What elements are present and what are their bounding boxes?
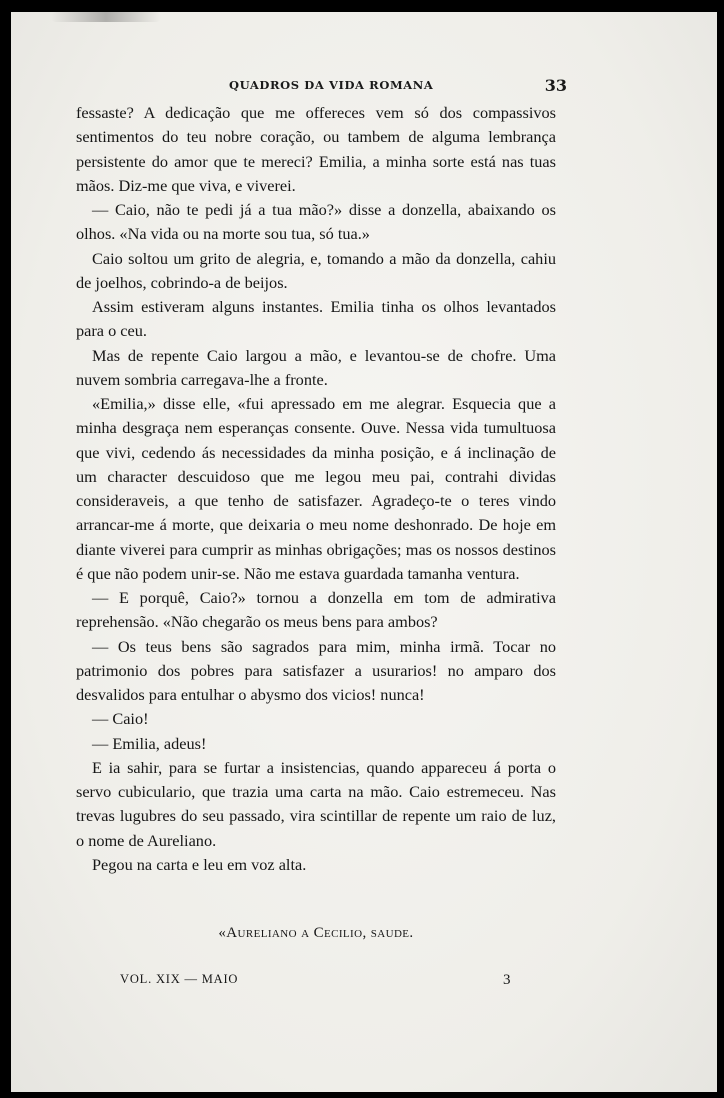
paragraph: — Caio! — [92, 709, 149, 729]
paragraph: E ia sahir, para se furtar a insistencias, quando appareceu á porta o servo cubiculario, que trazia uma carta na mão. Caio estremeceu. Nas trevas lugubres do seu passado, vira scintillar de repente um raio de luz, o nome de Aureliano. — [76, 757, 556, 850]
paragraph: Assim estiveram alguns instantes. Emilia tinha os olhos levantados para o ceu. — [76, 297, 556, 341]
paragraph: — Emilia, adeus! — [92, 733, 207, 753]
volume-label: VOL. XIX — MAIO — [120, 972, 239, 986]
paragraph: «Emilia,» disse elle, «fui apressado em me alegrar. Esquecia que a minha desgraça nem esperanças consente. Ouve. Nessa vida tumultuosa que vivi, cedendo ás necessidades da minha posição, e á inclinação de um character descuidoso que me legou meu pai, contrahi dividas consideraveis, a que tenho de satisfazer. Agradeço-te o teres vindo arrancar-me á morte, que deixaria o meu nome deshonrado. De hoje em diante viverei para cumprir as minhas obrigações; mas os nossos destinos é que não podem unir-se. Não me estava guardada tamanha ventura. — [76, 394, 556, 583]
paragraph: Caio soltou um grito de alegria, e, tomando a mão da donzella, cahiu de joelhos, cobrindo-a de beijos. — [76, 248, 556, 292]
paragraph: fessaste? A dedicação que me offereces vem só dos compassivos sentimentos do teu nobre coração, ou tambem de alguma lembrança persistente do amor que te mereci? Emilia, a minha sorte está nas tuas mãos. Diz-me que viva, e viverei. — [76, 103, 556, 195]
paragraph: — Caio, não te pedi já a tua mão?» disse a donzella, abaixando os olhos. «Na vida ou na morte sou tua, só tua.» — [76, 200, 556, 244]
paragraph: Pegou na carta e leu em voz alta. — [92, 854, 307, 874]
scan-smudge — [51, 12, 161, 22]
body-text — [76, 101, 556, 877]
page-number: 33 — [544, 76, 567, 95]
paragraph: — E porquê, Caio?» tornou a donzella em tom de admirativa reprehensão. «Não chegarão os meus bens para ambos? — [76, 588, 556, 632]
paragraph: — Os teus bens são sagrados para mim, minha irmã. Tocar no patrimonio dos pobres para satisfazer a usurarios! no amparo dos desvalidos para entulhar o abysmo dos vicios! nunca! — [76, 636, 556, 704]
signature-mark: 3 — [503, 972, 511, 988]
running-title: QUADROS DA VIDA ROMANA — [229, 78, 434, 92]
paragraph: Mas de repente Caio largou a mão, e levantou-se de chofre. Uma nuvem sombria carregava-lhe a fronte. — [76, 345, 556, 389]
letter-heading: «Aureliano a Cecilio, saude. — [218, 925, 414, 941]
